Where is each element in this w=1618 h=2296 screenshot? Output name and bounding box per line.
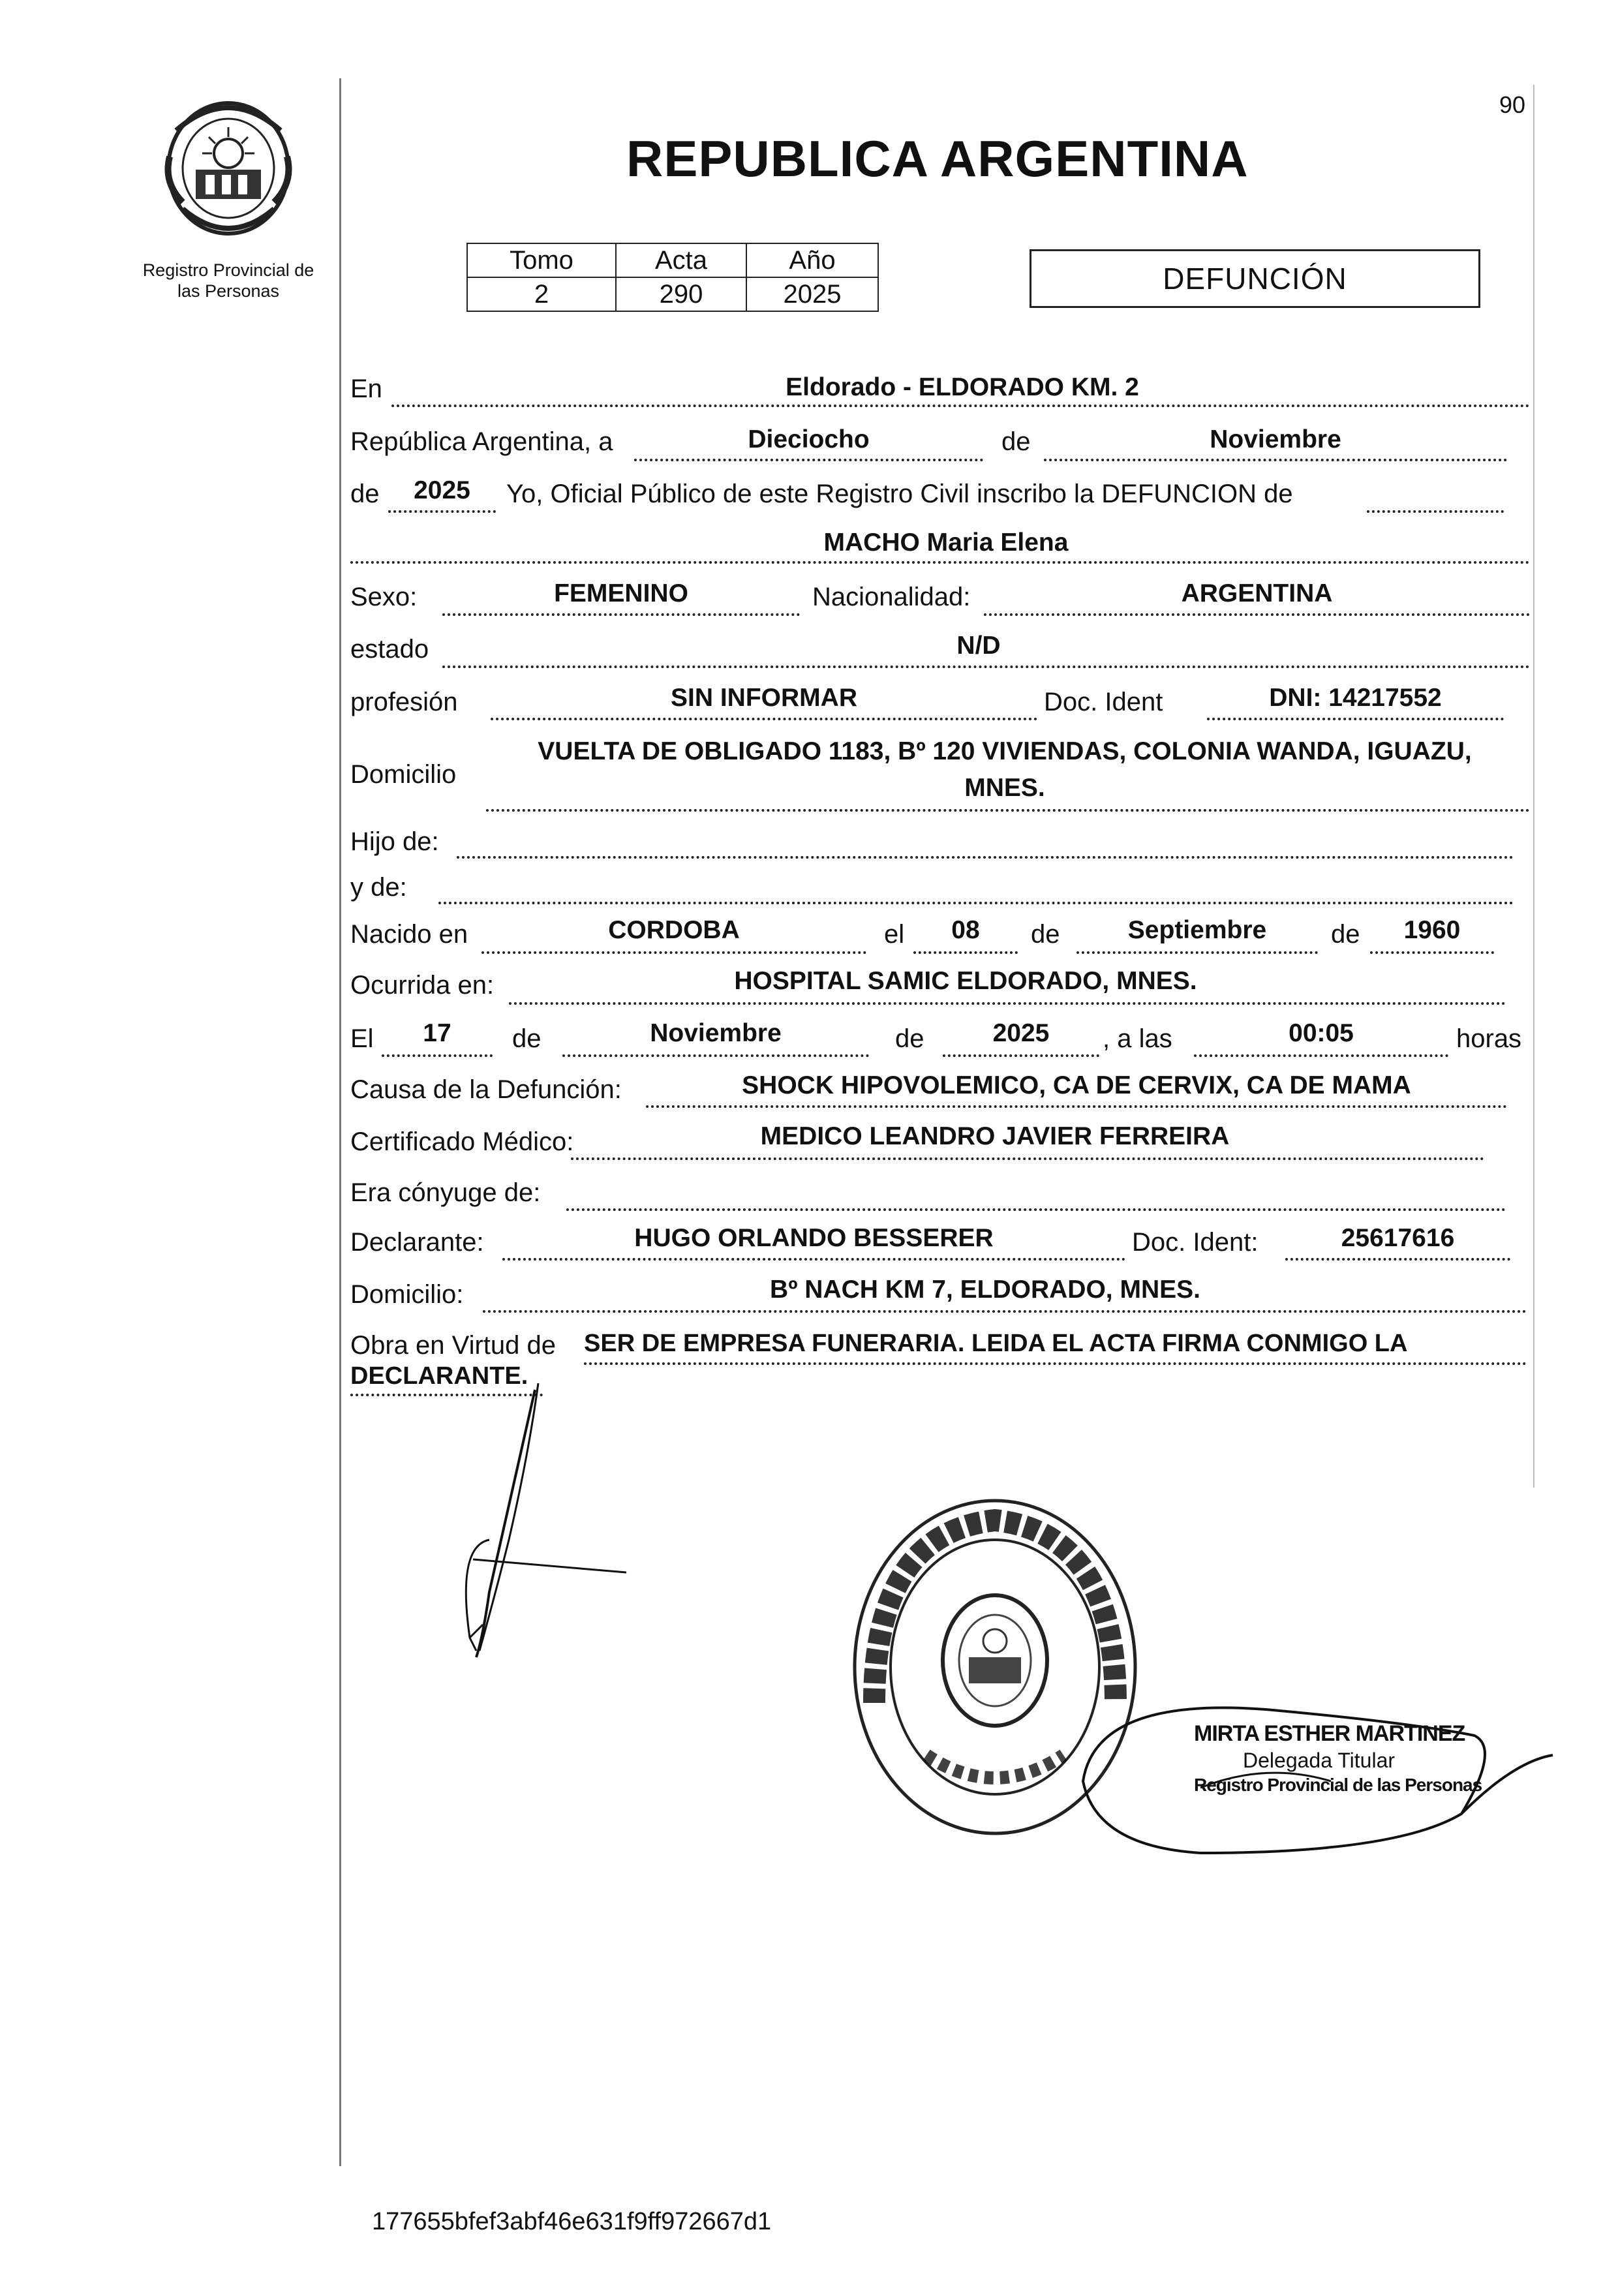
year-value: 2025: [414, 476, 470, 504]
document-hash: 177655bfef3abf46e631f9ff972667d1: [372, 2208, 772, 2235]
ref-header-anio: Año: [746, 243, 878, 277]
doc-ident-value: DNI: 14217552: [1269, 684, 1442, 712]
profesion-line: [491, 718, 1037, 720]
reference-table-header-row: [467, 243, 878, 277]
nacido-line: [481, 951, 866, 954]
conyuge-label: Era cónyuge de:: [350, 1178, 541, 1207]
day-words: Dieciocho: [748, 425, 870, 453]
declarante-line: [502, 1258, 1125, 1261]
certificado-line: [571, 1157, 1484, 1160]
doc-ident-label: Doc. Ident: [1044, 688, 1163, 716]
obra-line1: SER DE EMPRESA FUNERARIA. LEIDA EL ACTA FIRMA CONMIGO LA: [584, 1330, 1408, 1357]
conyuge-line: [566, 1208, 1506, 1211]
ref-header-acta: Acta: [616, 243, 746, 277]
death-time-line: [1194, 1054, 1448, 1057]
obra-label: Obra en Virtud de: [350, 1331, 557, 1360]
death-year: 2025: [992, 1019, 1050, 1047]
birth-de-label: de: [1031, 920, 1060, 949]
declarante-doc-value: 25617616: [1341, 1224, 1455, 1252]
margin-line-left: [339, 78, 341, 2166]
declarante-doc-line: [1285, 1258, 1510, 1261]
horas-label: horas: [1456, 1024, 1522, 1053]
death-time: 00:05: [1289, 1019, 1354, 1047]
y-de-line: [438, 902, 1514, 904]
death-month-line: [562, 1054, 869, 1057]
declarante-value: HUGO ORLANDO BESSERER: [634, 1224, 994, 1252]
profesion-label: profesión: [350, 688, 458, 716]
death-year-line: [943, 1054, 1099, 1057]
causa-label: Causa de la Defunción:: [350, 1075, 622, 1104]
ref-value-acta: 290: [616, 277, 746, 311]
birth-day: 08: [951, 916, 980, 944]
document-type-box: DEFUNCIÓN: [1030, 249, 1480, 308]
page-number: 90: [1499, 91, 1526, 118]
en-label: En: [350, 375, 382, 403]
certificado-value: MEDICO LEANDRO JAVIER FERREIRA: [760, 1122, 1230, 1150]
death-day-line: [382, 1054, 493, 1057]
declarante-label: Declarante:: [350, 1228, 484, 1257]
causa-value: SHOCK HIPOVOLEMICO, CA DE CERVIX, CA DE MAMA: [742, 1071, 1411, 1099]
sexo-line: [442, 613, 800, 616]
misiones-province-logo: [157, 91, 300, 241]
nacionalidad-value: ARGENTINA: [1181, 579, 1333, 607]
margin-line-right: [1533, 85, 1534, 1488]
el-label: el: [884, 920, 905, 949]
birth-year: 1960: [1403, 916, 1461, 944]
de-label: de: [1001, 427, 1031, 456]
ref-header-tomo: Tomo: [467, 243, 616, 277]
reference-table-value-row: [467, 277, 878, 311]
deceased-name: MACHO Maria Elena: [823, 528, 1069, 557]
republica-label: República Argentina, a: [350, 427, 613, 456]
sexo-label: Sexo:: [350, 583, 418, 611]
ref-value-tomo: 2: [467, 277, 616, 311]
death-de-label: de: [512, 1024, 542, 1053]
death-month: Noviembre: [650, 1019, 782, 1047]
causa-line: [646, 1105, 1507, 1108]
nacionalidad-line: [984, 613, 1530, 616]
doc-ident-line: [1207, 718, 1504, 720]
month-line: [1044, 459, 1507, 461]
declarante-doc-label: Doc. Ident:: [1132, 1228, 1259, 1257]
death-day: 17: [423, 1019, 451, 1047]
document-title: REPUBLICA ARGENTINA: [626, 130, 1249, 187]
day-line: [634, 459, 983, 461]
statement-text: Yo, Oficial Público de este Registro Civil inscribo la DEFUNCION de: [506, 480, 1293, 508]
birth-day-line: [913, 951, 1018, 954]
deceased-line: [350, 561, 1530, 564]
death-de2-label: de: [895, 1024, 924, 1053]
de2-label: de: [350, 480, 380, 508]
birth-month: Septiembre: [1127, 916, 1267, 944]
declarante-dom-value: Bº NACH KM 7, ELDORADO, MNES.: [770, 1276, 1200, 1304]
reference-table: [466, 243, 879, 312]
en-value: Eldorado - ELDORADO KM. 2: [786, 373, 1139, 401]
registry-label-line2: las Personas: [177, 281, 280, 301]
registry-label: [124, 260, 333, 301]
statement-line: [1367, 510, 1504, 513]
ocurrida-value: HOSPITAL SAMIC ELDORADO, MNES.: [734, 967, 1197, 995]
estado-label: estado: [350, 635, 429, 664]
sexo-value: FEMENINO: [554, 579, 688, 607]
month-words: Noviembre: [1210, 425, 1341, 453]
official-name: MIRTA ESTHER MARTINEZ: [1194, 1721, 1465, 1746]
en-line: [391, 405, 1530, 407]
domicilio-line1: VUELTA DE OBLIGADO 1183, Bº 120 VIVIENDAS, COLONIA WANDA, IGUAZU,: [538, 737, 1472, 765]
declarante-dom-label: Domicilio:: [350, 1280, 464, 1309]
certificado-label: Certificado Médico:: [350, 1127, 574, 1156]
declarante-dom-line: [483, 1310, 1527, 1313]
birth-de2-label: de: [1331, 920, 1360, 949]
ocurrida-line: [509, 1002, 1506, 1005]
domicilio-line2: MNES.: [964, 774, 1045, 802]
year-line: [388, 510, 496, 513]
y-de-label: y de:: [350, 873, 407, 902]
domicilio-label: Domicilio: [350, 760, 457, 789]
nacido-value: CORDOBA: [608, 916, 740, 944]
estado-value: N/D: [956, 632, 1001, 660]
nacido-label: Nacido en: [350, 920, 468, 949]
hijo-line: [457, 856, 1514, 859]
ref-value-anio: 2025: [746, 277, 878, 311]
nacionalidad-label: Nacionalidad:: [812, 583, 971, 611]
profesion-value: SIN INFORMAR: [671, 684, 857, 712]
hijo-label: Hijo de:: [350, 827, 439, 856]
a-las-label: , a las: [1103, 1024, 1172, 1053]
obra-line1-rule: [584, 1362, 1527, 1365]
estado-line: [442, 666, 1530, 668]
official-role: Delegada Titular: [1243, 1749, 1396, 1772]
obra-line2: DECLARANTE.: [350, 1362, 528, 1390]
birth-month-line: [1076, 951, 1318, 954]
el2-label: El: [350, 1024, 374, 1053]
ocurrida-label: Ocurrida en:: [350, 971, 495, 1000]
official-organization: Registro Provincial de las Personas: [1194, 1775, 1482, 1795]
birth-year-line: [1370, 951, 1494, 954]
domicilio-line: [486, 809, 1530, 812]
registry-label-line1: Registro Provincial de: [142, 260, 314, 280]
declarant-signature: [418, 1377, 639, 1664]
